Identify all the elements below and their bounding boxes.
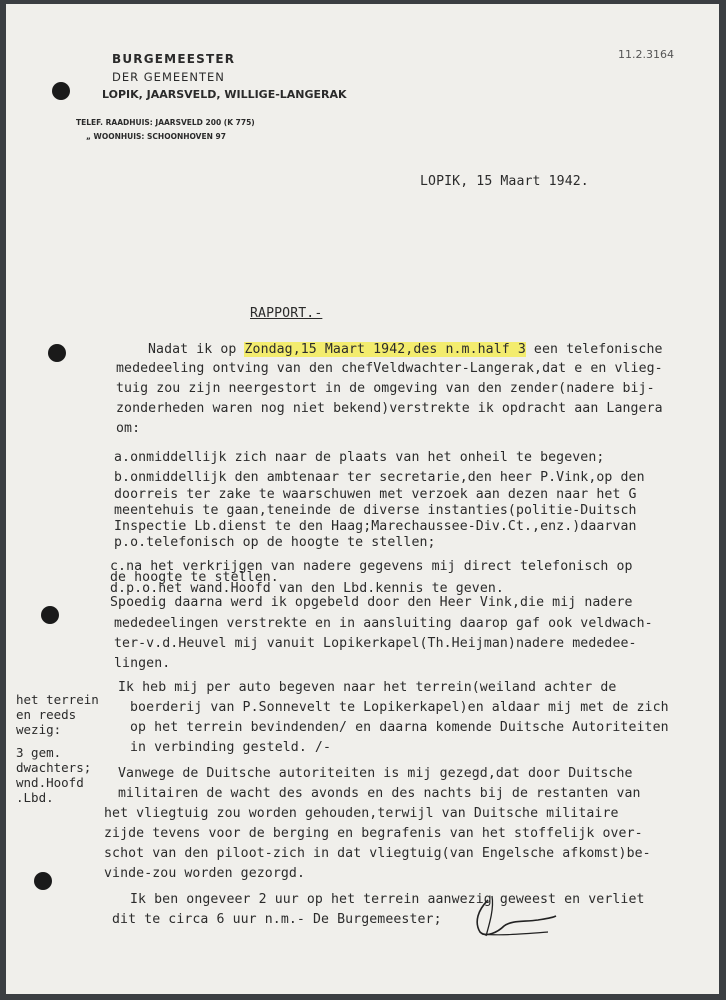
list-item-c: c.na het verkrijgen van nadere gegevens mij direct telefonisch op <box>110 559 633 574</box>
letterhead-title: BURGEMEESTER <box>112 52 236 66</box>
list-item-b-cont: meentehuis te gaan,teneinde de diverse instanties(politie-Duitsch <box>114 503 637 518</box>
punch-hole <box>34 872 52 890</box>
list-item-b-cont: Inspectie Lb.dienst te den Haag;Marechaussee-Div.Ct.,enz.)daarvan <box>114 519 637 534</box>
margin-note-line: dwachters; <box>16 760 92 775</box>
margin-note <box>16 692 99 805</box>
body-line: vinde-zou worden gezorgd. <box>104 866 305 881</box>
report-title: RAPPORT.- <box>250 306 323 321</box>
closing-line: dit te circa 6 uur n.m.- De Burgemeester; <box>112 912 442 927</box>
date-line: LOPIK, 15 Maart 1942. <box>420 174 589 189</box>
body-text: Nadat ik op <box>148 342 245 357</box>
body-line: Spoedig daarna werd ik opgebeld door den Heer Vink,die mij nadere <box>110 595 633 610</box>
document-page <box>6 4 719 994</box>
body-line: Vanwege de Duitsche autoriteiten is mij gezegd,dat door Duitsche <box>118 766 633 781</box>
body-line: Ik ben ongeveer 2 uur op het terrein aanwezig geweest en verliet <box>130 892 645 907</box>
margin-note-line: en reeds <box>16 707 77 722</box>
body-line: mededeelingen verstrekte en in aansluiting daarop gaf ook veldwach- <box>114 616 653 631</box>
margin-note-line: het terrein <box>16 692 99 707</box>
body-line: Ik heb mij per auto begeven naar het terrein(weiland achter de <box>118 680 617 695</box>
punch-hole <box>41 606 59 624</box>
signature-image <box>468 892 558 940</box>
list-item-b-cont: doorreis ter zake te waarschuwen met verzoek aan dezen naar het G <box>114 487 637 502</box>
punch-hole <box>48 344 66 362</box>
punch-hole <box>52 82 70 100</box>
body-line: schot van den piloot-zich in dat vliegtuig(van Engelsche afkomst)be- <box>104 846 651 861</box>
margin-note-line: .Lbd. <box>16 790 54 805</box>
list-item-a: a.onmiddellijk zich naar de plaats van het onheil te begeven; <box>114 450 605 465</box>
body-line: op het terrein bevindenden/ en daarna komende Duitsche Autoriteiten <box>130 720 669 735</box>
body-line: tuig zou zijn neergestort in de omgeving van den zender(nadere bij- <box>116 381 655 396</box>
list-item-c-cont: de hoogte te stellen. <box>110 570 279 585</box>
letterhead-subtitle: DER GEMEENTEN <box>112 70 225 84</box>
body-line: in verbinding gesteld. /- <box>130 740 331 755</box>
letterhead-municipalities: LOPIK, JAARSVELD, WILLIGE-LANGERAK <box>102 88 347 101</box>
body-line: zonderheden waren nog niet bekend)verstrekte ik opdracht aan Langera <box>116 401 663 416</box>
body-line: zijde tevens voor de berging en begrafenis van het stoffelijk over- <box>104 826 643 841</box>
margin-note-line: 3 gem. <box>16 745 62 760</box>
archive-reference: 11.2.3164 <box>618 48 674 61</box>
letterhead-home: „ WOONHUIS: SCHOONHOVEN 97 <box>86 132 226 141</box>
highlighted-date: Zondag,15 Maart 1942,des n.m.half 3 <box>244 342 526 357</box>
body-text: een telefonische <box>525 342 663 357</box>
body-line <box>148 342 663 357</box>
body-line: om: <box>116 421 141 436</box>
body-line: ter-v.d.Heuvel mij vanuit Lopikerkapel(Th.Heijman)nadere mededee- <box>114 636 637 651</box>
body-line: mededeeling ontving van den chefVeldwachter-Langerak,dat e en vlieg- <box>116 361 663 376</box>
list-item-b-cont: p.o.telefonisch op de hoogte te stellen; <box>114 535 436 550</box>
body-line: het vliegtuig zou worden gehouden,terwijl van Duitsche militaire <box>104 806 619 821</box>
body-line: militairen de wacht des avonds en des nachts bij de restanten van <box>118 786 641 801</box>
margin-note-line: wezig: <box>16 722 62 737</box>
margin-note-line: wnd.Hoofd <box>16 775 84 790</box>
body-line: boerderij van P.Sonnevelt te Lopikerkapel)en aldaar mij met de zich <box>130 700 669 715</box>
letterhead-phone: TELEF. RAADHUIS: JAARSVELD 200 (K 775) <box>76 118 255 127</box>
list-item-d: d.p.o.het wand.Hoofd van den Lbd.kennis te geven. <box>110 581 504 596</box>
body-line: lingen. <box>114 656 171 671</box>
list-item-b: b.onmiddellijk den ambtenaar ter secretarie,den heer P.Vink,op den <box>114 470 645 485</box>
